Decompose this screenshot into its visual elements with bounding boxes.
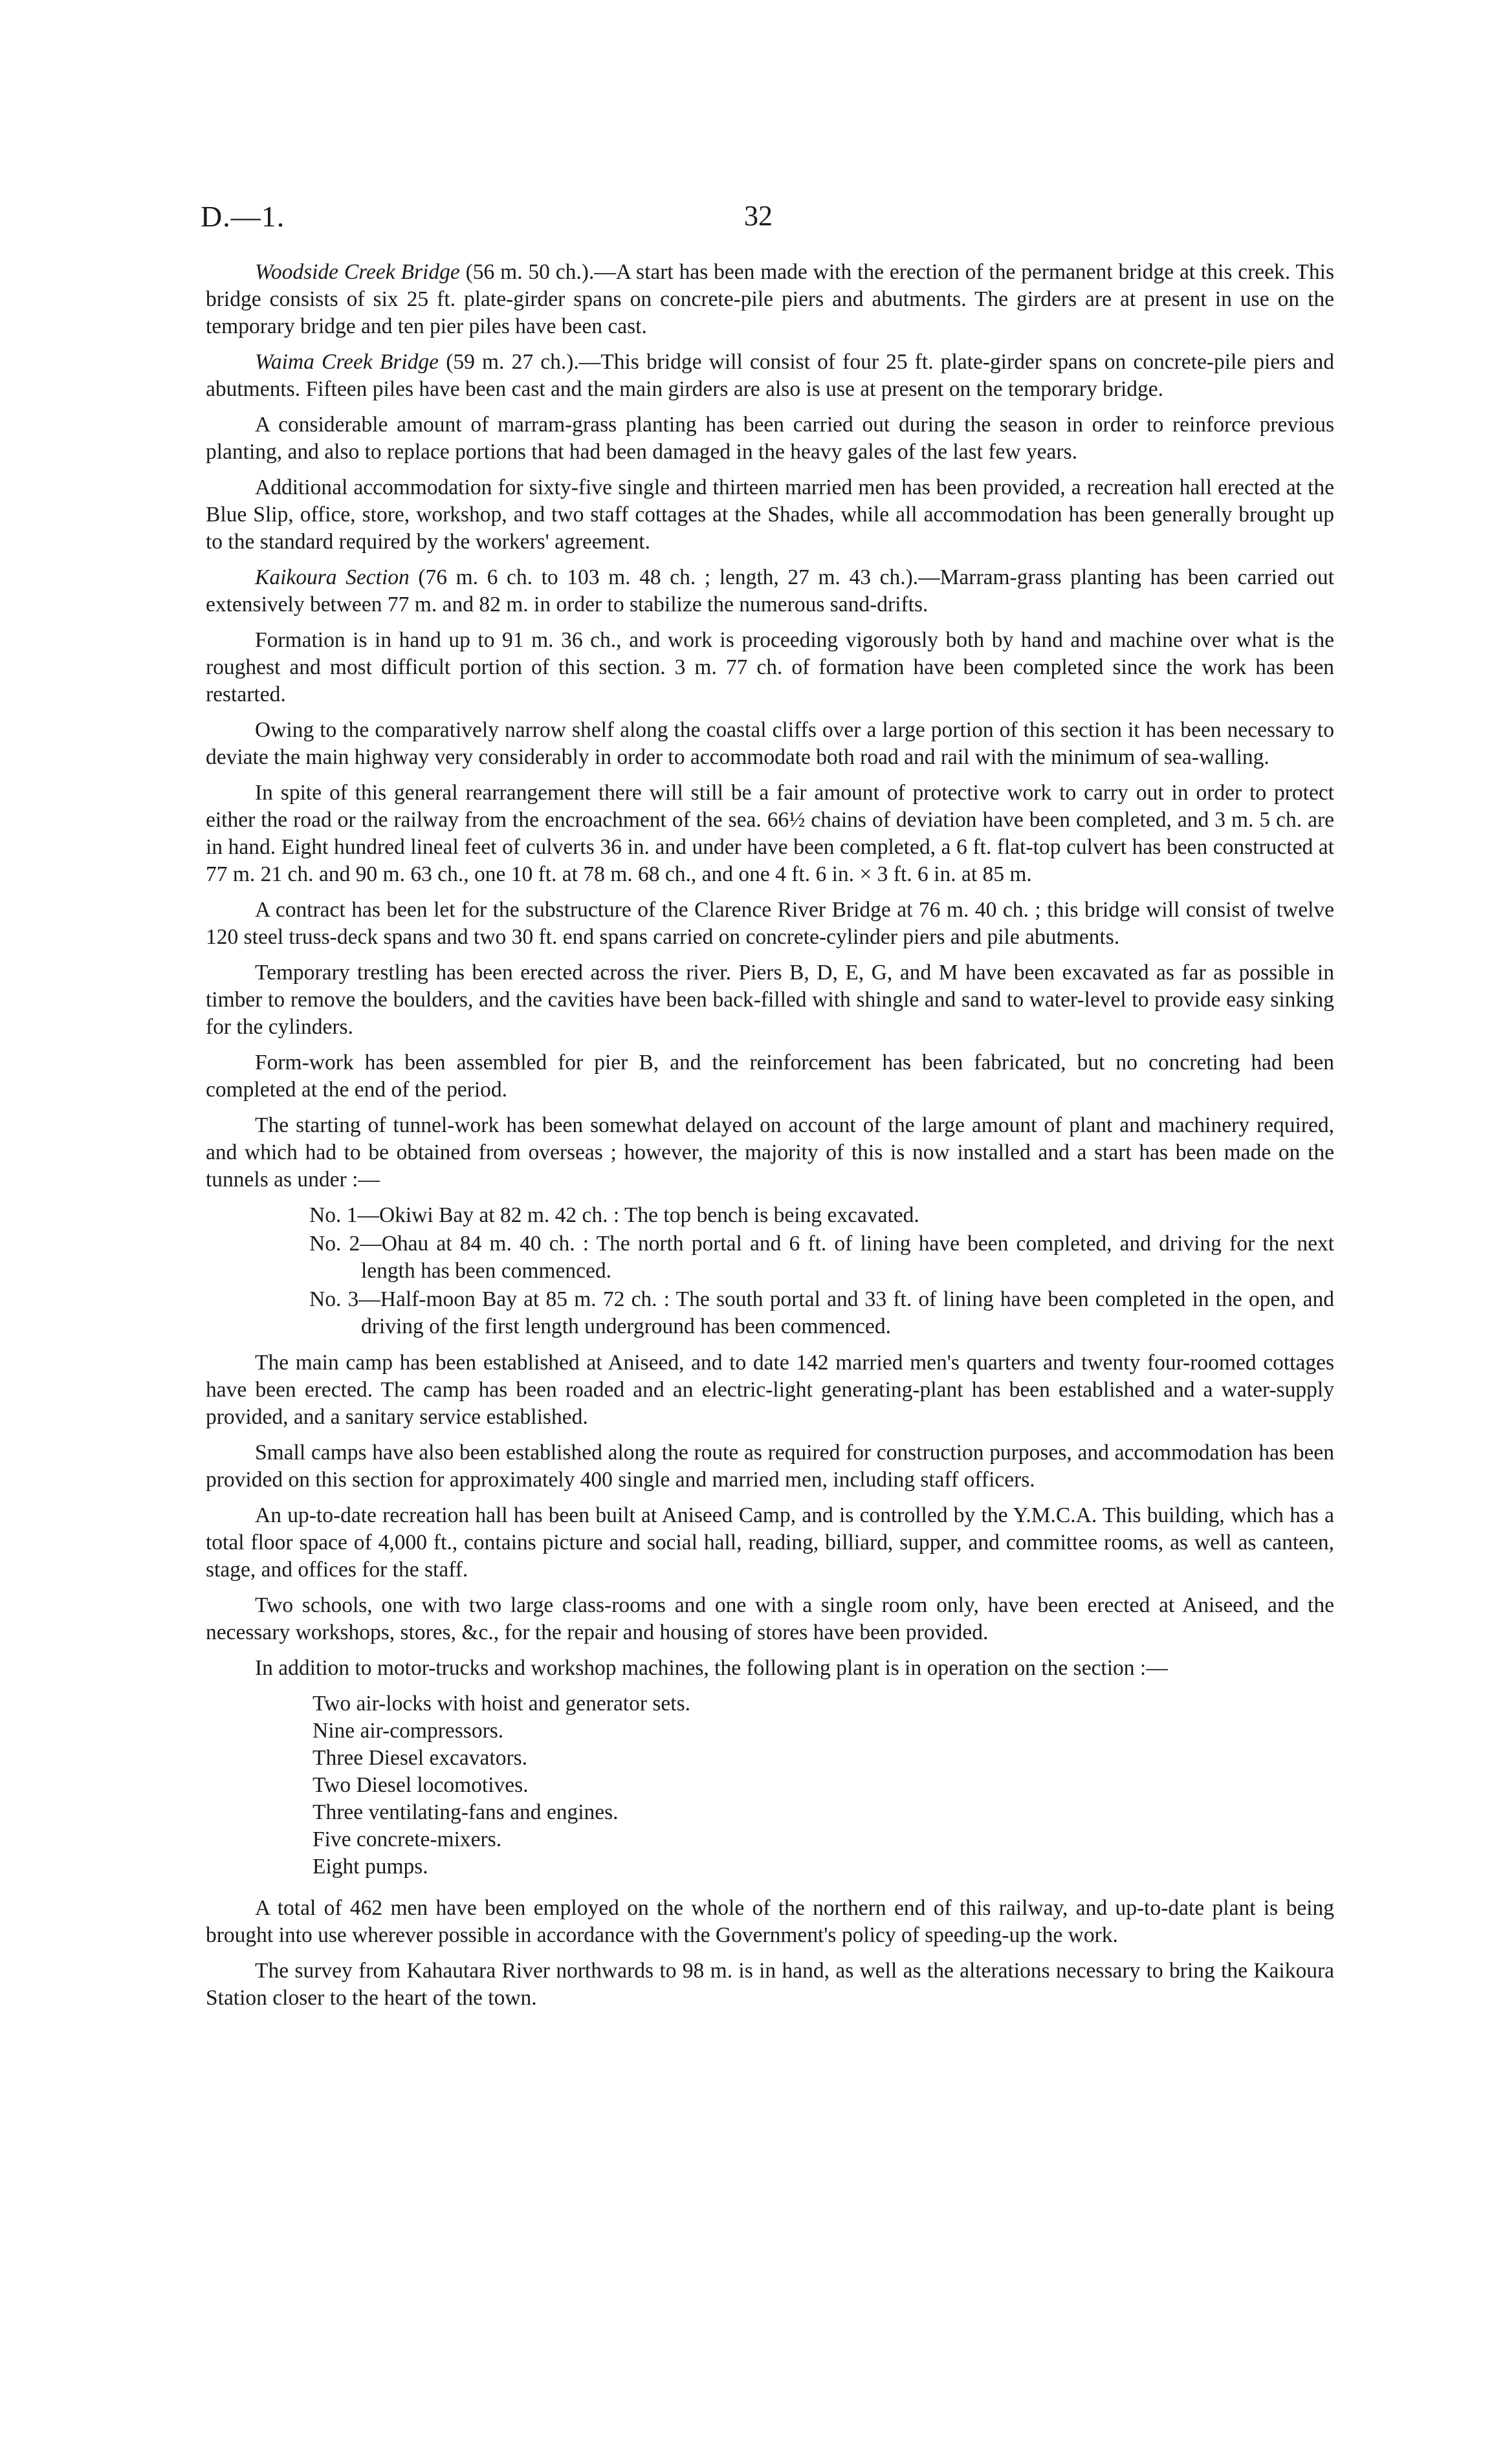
paragraph-schools: Two schools, one with two large class-rooms and one with a single room only, have been erected at Aniseed, and the necessary workshops, stores, &c., for the repair and housing of stores have been provided. bbox=[206, 1593, 1334, 1644]
list-item: Two Diesel locomotives. bbox=[313, 1773, 529, 1797]
paragraph-survey: The survey from Kahautara River northwards to 98 m. is in hand, as well as the alterations necessary to bring the Kaikoura Station closer to the heart of the town. bbox=[206, 1959, 1334, 2010]
list-item: No. 1—Okiwi Bay at 82 m. 42 ch. : The top bench is being excavated. bbox=[309, 1203, 919, 1227]
list-item: Nine air-compressors. bbox=[313, 1719, 504, 1743]
section-heading: Waima Creek Bridge bbox=[255, 350, 439, 374]
list-item: Three Diesel excavators. bbox=[313, 1746, 528, 1770]
paragraph-total-men: A total of 462 men have been employed on the whole of the northern end of this railway, and up-to-date plant is being brought into use wherever possible in accordance with the Government's policy of speeding-up the work. bbox=[206, 1896, 1334, 1947]
paragraph-kaikoura-section bbox=[206, 564, 1334, 618]
paragraph-formation: Formation is in hand up to 91 m. 36 ch., and work is proceeding vigorously both by hand and machine over what is the roughest and most difficult portion of this section. 3 m. 77 ch. of formation have been completed since the work has been restarted. bbox=[206, 628, 1334, 706]
list-item: Five concrete-mixers. bbox=[313, 1827, 502, 1851]
list-item: Three ventilating-fans and engines. bbox=[313, 1800, 619, 1824]
page-number: 32 bbox=[744, 200, 773, 232]
section-heading: Woodside Creek Bridge bbox=[255, 260, 460, 284]
paragraph-text: (59 m. 27 ch.).—This bridge will consist of four 25 ft. plate-girder spans on concrete-pile piers and abutments. Fifteen piles have been cast and the main girders are also is use at present on the temporary bridge. bbox=[206, 350, 1334, 401]
plant-list bbox=[313, 1690, 1334, 1881]
list-item: Eight pumps. bbox=[313, 1855, 428, 1879]
paragraph-accommodation: Additional accommodation for sixty-five single and thirteen married men has been provided, a recreation hall erected at the Blue Slip, office, store, workshop, and two staff cottages at the Shades, while all accommodation has been generally brought up to the standard required by the workers' agreement. bbox=[206, 475, 1334, 554]
paragraph-marram-grass: A considerable amount of marram-grass planting has been carried out during the season in order to reinforce previous planting, and also to replace portions that had been damaged in the heavy gales of the last few years. bbox=[206, 413, 1334, 464]
paragraph-plant-intro: In addition to motor-trucks and workshop machines, the following plant is in operation on the section :— bbox=[255, 1656, 1168, 1680]
paragraph-woodside-bridge bbox=[206, 259, 1334, 340]
tunnel-list bbox=[309, 1202, 1334, 1340]
paragraph-temporary-trestling: Temporary trestling has been erected across the river. Piers B, D, E, G, and M have been excavated as far as possible in timber to remove the boulders, and the cavities have been back-filled with shingle and sand to water-level to provide easy sinking for the cylinders. bbox=[206, 961, 1334, 1039]
list-item: Two air-locks with hoist and generator sets. bbox=[313, 1692, 691, 1716]
section-heading: Kaikoura Section bbox=[255, 565, 410, 589]
paragraph-form-work: Form-work has been assembled for pier B, and the reinforcement has been fabricated, but no concreting had been completed at the end of the period. bbox=[206, 1051, 1334, 1102]
list-item: No. 2—Ohau at 84 m. 40 ch. : The north portal and 6 ft. of lining have been completed, and driving for the next length has been commenced. bbox=[309, 1232, 1334, 1283]
page-header bbox=[0, 194, 1505, 246]
document-reference: D.—1. bbox=[201, 200, 285, 233]
paragraph-text: (56 m. 50 ch.).—A start has been made with the erection of the permanent bridge at this creek. This bridge consists of six 25 ft. plate-girder spans on concrete-pile piers and abutments. The girders are at present in use on the temporary bridge and ten pier piles have been cast. bbox=[206, 260, 1334, 338]
paragraph-waima-bridge bbox=[206, 349, 1334, 403]
paragraph-text: (76 m. 6 ch. to 103 m. 48 ch. ; length, 27 m. 43 ch.).—Marram-grass planting has been carried out extensively between 77 m. and 82 m. in order to stabilize the numerous sand-drifts. bbox=[206, 565, 1334, 616]
paragraph-tunnel-intro: The starting of tunnel-work has been somewhat delayed on account of the large amount of plant and machinery required, and which had to be obtained from overseas ; however, the majority of this is now installed and a start has been made on the tunnels as under :— bbox=[206, 1113, 1334, 1192]
paragraph-coastal-shelf: Owing to the comparatively narrow shelf along the coastal cliffs over a large portion of this section it has been necessary to deviate the main highway very considerably in order to accommodate both road and rail with the minimum of sea-walling. bbox=[206, 718, 1334, 769]
paragraph-small-camps: Small camps have also been established along the route as required for construction purposes, and accommodation has been provided on this section for approximately 400 single and married men, including staff officers. bbox=[206, 1441, 1334, 1492]
paragraph-main-camp: The main camp has been established at Aniseed, and to date 142 married men's quarters and twenty four-roomed cottages have been erected. The camp has been roaded and an electric-light generating-plant has been established and a water-supply provided, and a sanitary service established. bbox=[206, 1351, 1334, 1429]
paragraph-protective-work: In spite of this general rearrangement there will still be a fair amount of protective work to carry out in order to protect either the road or the railway from the encroachment of the sea. 66½ chains of deviation have been completed, and 3 m. 5 ch. are in hand. Eight hundred lineal feet of culverts 36 in. and under have been completed, a 6 ft. flat-top culvert has been constructed at 77 m. 21 ch. and 90 m. 63 ch., one 10 ft. at 78 m. 68 ch., and one 4 ft. 6 in. × 3 ft. 6 in. at 85 m. bbox=[206, 781, 1334, 886]
paragraph-clarence-contract: A contract has been let for the substructure of the Clarence River Bridge at 76 m. 40 ch. ; this bridge will consist of twelve 120 steel truss-deck spans and two 30 ft. end spans carried on concrete-cylinder piers and pile abutments. bbox=[206, 898, 1334, 949]
page-body bbox=[206, 259, 1334, 2020]
paragraph-recreation-hall: An up-to-date recreation hall has been built at Aniseed Camp, and is controlled by the Y.M.C.A. This building, which has a total floor space of 4,000 ft., contains picture and social hall, reading, billiard, supper, and committee rooms, as well as canteen, stage, and offices for the staff. bbox=[206, 1503, 1334, 1582]
list-item: No. 3—Half-moon Bay at 85 m. 72 ch. : The south portal and 33 ft. of lining have been completed in the open, and driving of the first length underground has been commenced. bbox=[309, 1287, 1334, 1338]
